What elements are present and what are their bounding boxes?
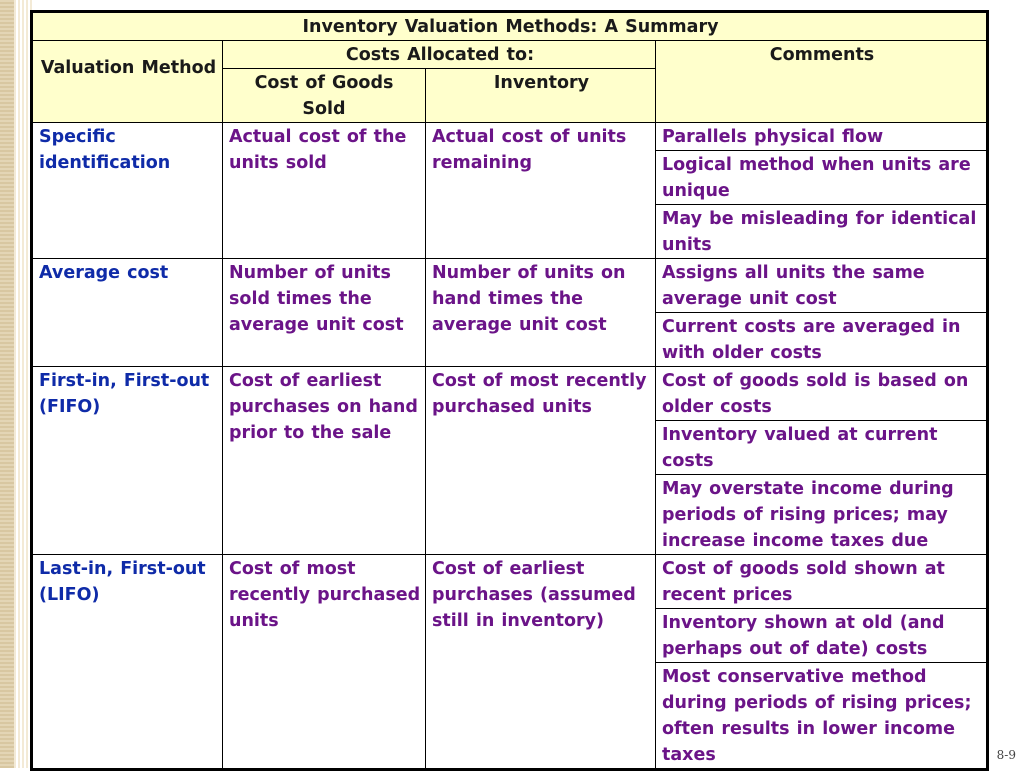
- method-cell: Specific identification: [32, 123, 223, 259]
- inventory-header: Inventory: [426, 69, 656, 123]
- comment-cell: Current costs are averaged in with older costs: [656, 313, 988, 367]
- inventory-cell: Cost of earliest purchases (assumed still in inventory): [426, 555, 656, 770]
- method-cell: Last-in, First-out (LIFO): [32, 555, 223, 770]
- table-row: [32, 367, 988, 421]
- table-title: Inventory Valuation Methods: A Summary: [32, 12, 988, 41]
- header-row-1: [32, 41, 988, 69]
- inventory-summary-table: [30, 10, 989, 771]
- cogs-cell: Number of units sold times the average unit cost: [223, 259, 426, 367]
- comment-cell: Cost of goods sold shown at recent prices: [656, 555, 988, 609]
- title-row: [32, 12, 988, 41]
- table-row: [32, 259, 988, 313]
- comments-header: Comments: [656, 41, 988, 123]
- inventory-cell: Cost of most recently purchased units: [426, 367, 656, 555]
- page-number: 8-9: [996, 748, 1016, 762]
- inventory-cell: Actual cost of units remaining: [426, 123, 656, 259]
- table-row: [32, 123, 988, 151]
- table-row: [32, 555, 988, 609]
- cogs-cell: Cost of earliest purchases on hand prior to the sale: [223, 367, 426, 555]
- comment-cell: Cost of goods sold is based on older costs: [656, 367, 988, 421]
- comment-cell: Inventory shown at old (and perhaps out of date) costs: [656, 609, 988, 663]
- decorative-left-stripe: [0, 0, 14, 768]
- valuation-method-header: Valuation Method: [32, 41, 223, 123]
- cogs-cell: Cost of most recently purchased units: [223, 555, 426, 770]
- comment-cell: Parallels physical flow: [656, 123, 988, 151]
- cogs-cell: Actual cost of the units sold: [223, 123, 426, 259]
- comment-cell: Logical method when units are unique: [656, 151, 988, 205]
- comment-cell: May overstate income during periods of rising prices; may increase income taxes due: [656, 475, 988, 555]
- cogs-header: Cost of Goods Sold: [223, 69, 426, 123]
- method-cell: First-in, First-out (FIFO): [32, 367, 223, 555]
- comment-cell: Inventory valued at current costs: [656, 421, 988, 475]
- comment-cell: Most conservative method during periods of rising prices; often results in lower income taxes: [656, 663, 988, 770]
- method-cell: Average cost: [32, 259, 223, 367]
- inventory-cell: Number of units on hand times the average unit cost: [426, 259, 656, 367]
- comment-cell: Assigns all units the same average unit cost: [656, 259, 988, 313]
- comment-cell: May be misleading for identical units: [656, 205, 988, 259]
- costs-allocated-header: Costs Allocated to:: [223, 41, 656, 69]
